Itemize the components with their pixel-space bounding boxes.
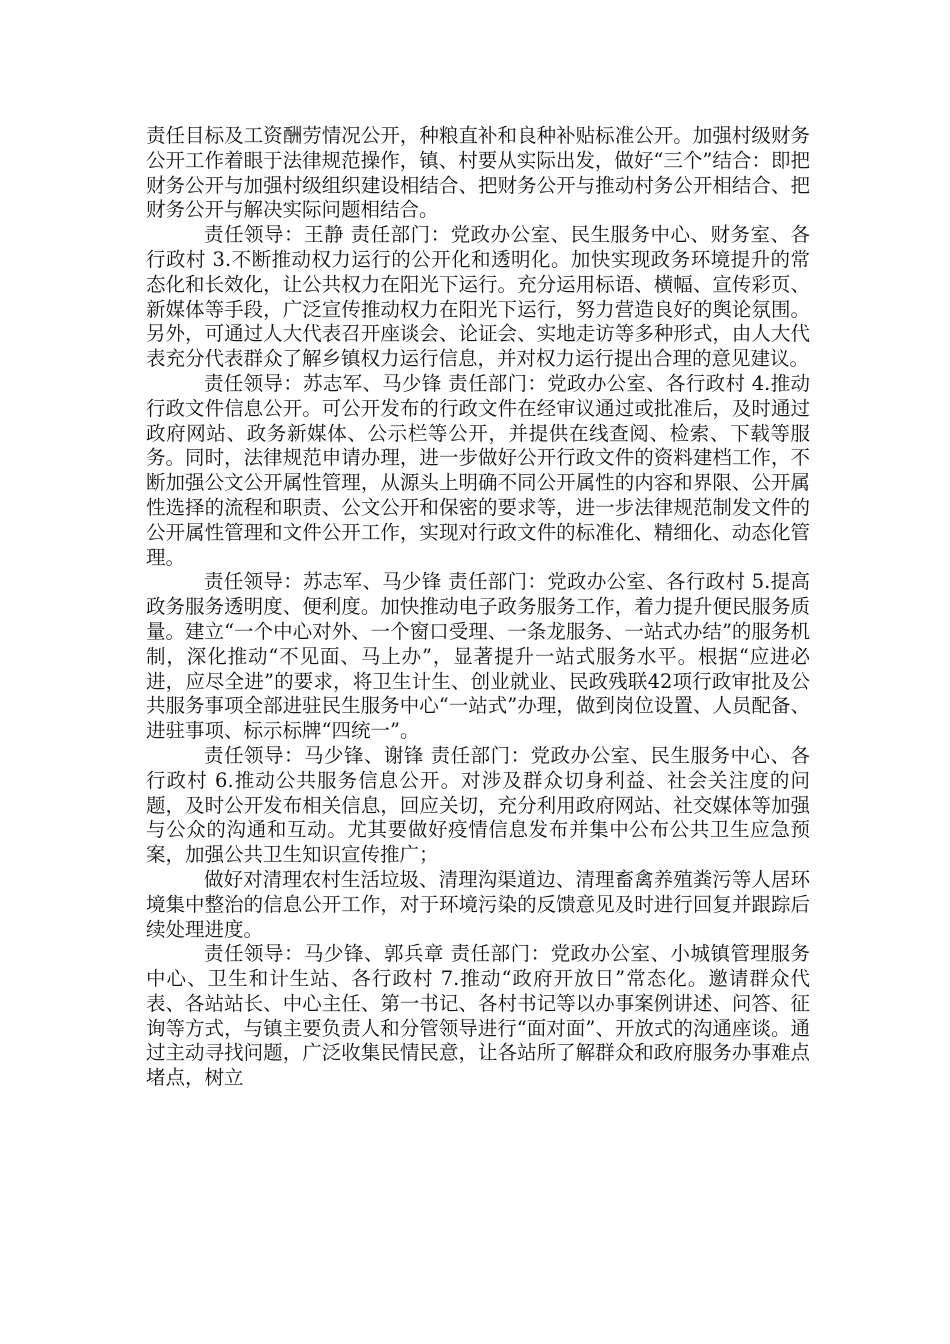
paragraph-2: 责任领导：王静 责任部门：党政办公室、民生服务中心、财务室、各行政村 3.不断推动权力运行的公开化和透明化。加快实现政务环境提升的常态化和长效化，让公共权力在阳光下运行。充分运用标语、横幅、宣传彩页、新媒体等手段，广泛宣传推动权力在阳光下运行，努力营造良好的舆论氛围。另外，可通过人大代表召开座谈会、论证会、实地走访等多种形式，由人大代表充分代表群众了解乡镇权力运行信息，并对权力运行提出合理的意见建议。 — [146, 223, 810, 371]
paragraph-7: 责任领导：马少锋、郭兵章 责任部门：党政办公室、小城镇管理服务中心、卫生和计生站、各行政村 7.推动“政府开放日”常态化。邀请群众代表、各站站长、中心主任、第一书记、各村书记等以办事案例讲述、问答、征询等方式，与镇主要负责人和分管领导进行“面对面”、开放式的沟通座谈。通过主动寻找问题，广泛收集民情民意，让各站所了解群众和政府服务办事难点堵点，树立 — [146, 942, 810, 1090]
document-body — [146, 124, 810, 1091]
paragraph-5: 责任领导：马少锋、谢锋 责任部门：党政办公室、民生服务中心、各行政村 6.推动公共服务信息公开。对涉及群众切身利益、社会关注度的问题，及时公开发布相关信息，回应关切，充分利用政府网站、社交媒体等加强与公众的沟通和互动。尤其要做好疫情信息发布并集中公布公共卫生应急预案，加强公共卫生知识宣传推广； — [146, 743, 810, 867]
paragraph-4: 责任领导：苏志军、马少锋 责任部门：党政办公室、各行政村 5.提高政务服务透明度、便利度。加快推动电子政务服务工作，着力提升便民服务质量。建立“一个中心对外、一个窗口受理、一条龙服务、一站式办结”的服务机制，深化推动“不见面、马上办”，显著提升一站式服务水平。根据“应进必进，应尽全进”的要求，将卫生计生、创业就业、民政残联42项行政审批及公共服务事项全部进驻民生服务中心“一站式”办理，做到岗位设置、人员配备、进驻事项、标示标牌“四统一”。 — [146, 570, 810, 743]
paragraph-3: 责任领导：苏志军、马少锋 责任部门：党政办公室、各行政村 4.推动行政文件信息公开。可公开发布的行政文件在经审议通过或批准后，及时通过政府网站、政务新媒体、公示栏等公开，并提供在线查阅、检索、下载等服务。同时，法律规范申请办理，进一步做好公开行政文件的资料建档工作，不断加强公文公开属性管理，从源头上明确不同公开属性的内容和界限、公开属性选择的流程和职责、公文公开和保密的要求等，进一步法律规范制发文件的公开属性管理和文件公开工作，实现对行政文件的标准化、精细化、动态化管理。 — [146, 371, 810, 569]
paragraph-1: 责任目标及工资酬劳情况公开，种粮直补和良种补贴标准公开。加强村级财务公开工作着眼于法律规范操作，镇、村要从实际出发，做好“三个”结合：即把财务公开与加强村级组织建设相结合、把财务公开与推动村务公开相结合、把财务公开与解决实际问题相结合。 — [146, 124, 810, 222]
paragraph-6: 做好对清理农村生活垃圾、清理沟渠道边、清理畜禽养殖粪污等人居环境集中整治的信息公开工作，对于环境污染的反馈意见及时进行回复并跟踪后续处理进度。 — [146, 867, 810, 941]
